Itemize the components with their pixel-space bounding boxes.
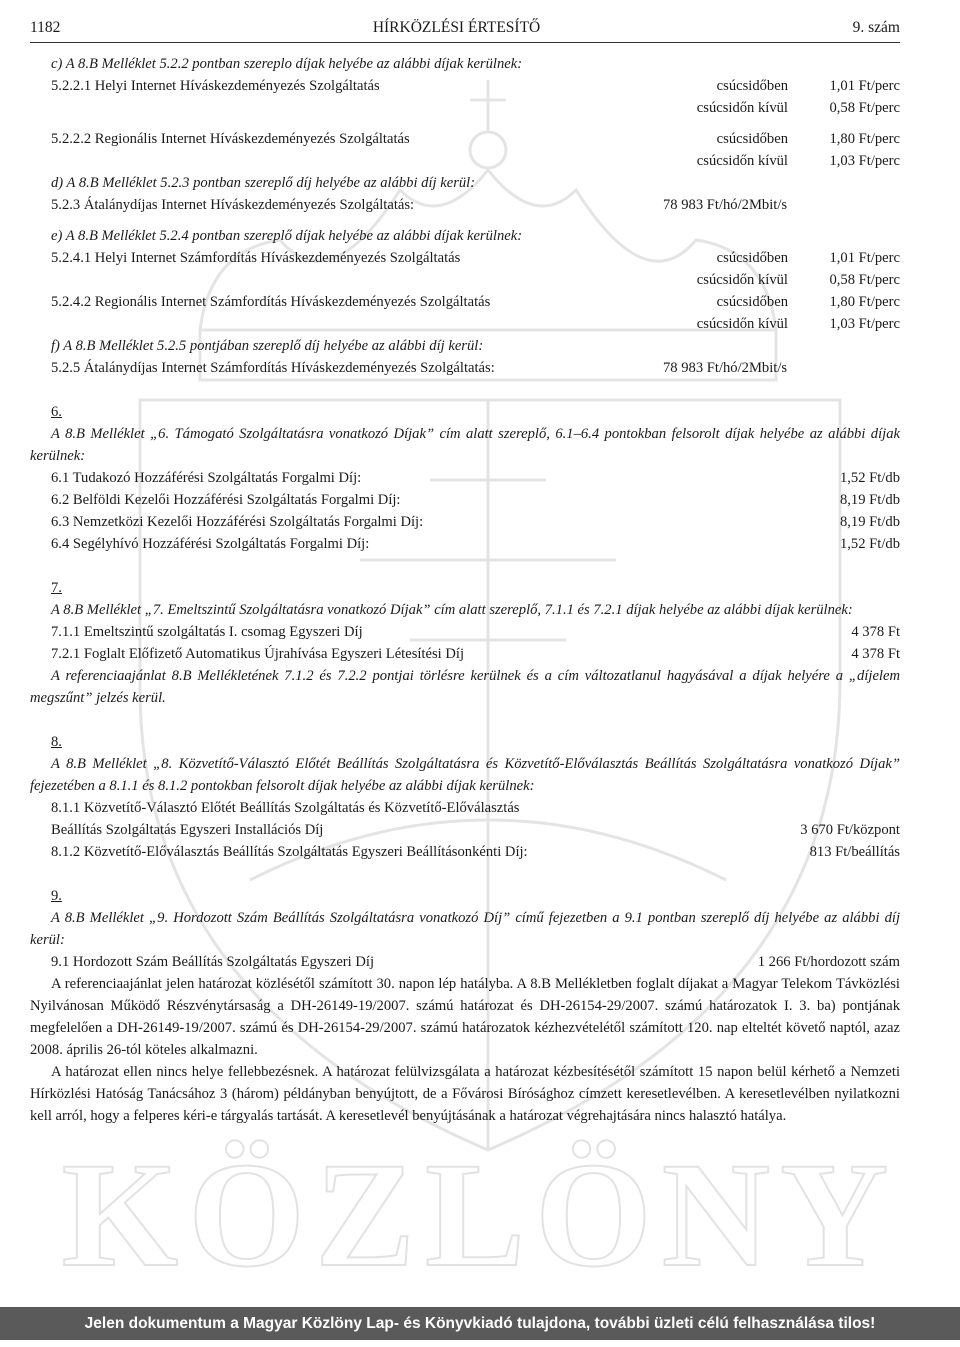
fee-row	[30, 194, 900, 216]
fee-row	[30, 75, 900, 97]
fee-description: 7.1.1 Emeltszintű szolgáltatás I. csomag Egyszeri Díj	[51, 624, 363, 640]
fee-value: 3 670 Ft/központ	[800, 822, 900, 838]
fee-value: 8,19 Ft/db	[839, 492, 900, 508]
fee-value: 1 266 Ft/hordozott szám	[757, 954, 900, 970]
section-7-number: 7.	[51, 580, 62, 596]
fee-description: Beállítás Szolgáltatás Egyszeri Installációs Díj	[51, 822, 324, 838]
fee-row	[30, 97, 900, 119]
section-f-heading: f) A 8.B Melléklet 5.2.5 pontjában szereplő díj helyébe az alábbi díj kerül:	[51, 338, 484, 354]
fee-value: 4 378 Ft	[851, 624, 900, 640]
fee-value: 1,52 Ft/db	[839, 536, 900, 552]
closing-paragraph: A referenciaajánlat jelen határozat közlésétől számított 30. napon lép hatályba. A 8.B Mellékletben foglalt díjakat a Magyar Telekom Távközlési Nyilvánosan Működő Részvénytársaság a DH-26149-19/2007. számú határozat és DH-26154-29/2007. számú határozatok I. 3. ba) pontjának megfelelően a DH-26149-19/2007. számú és DH-26154-29/2007. számú határozatok kézhezvételétől számított 120. nap elteltét követő naptól, azaz 2008. április 26-tól köteles alkalmazni.	[30, 976, 900, 1058]
section-6-intro: A 8.B Melléklet „6. Támogató Szolgáltatásra vonatkozó Díjak” cím alatt szereplő, 6.1–6.4 pontokban felsorolt díjak helyébe az alábbi díjak kerülnek:	[30, 426, 900, 464]
section-9-number: 9.	[51, 888, 62, 904]
fee-value: 1,80 Ft/perc	[829, 294, 900, 310]
fee-row	[30, 533, 900, 555]
section-7-intro: A 8.B Melléklet „7. Emeltszintű Szolgáltatásra vonatkozó Díjak” cím alatt szereplő, 7.1.1 és 7.2.1 díjak helyébe az alábbi díjak kerülnek:	[51, 602, 853, 618]
fee-row	[30, 128, 900, 150]
fee-row	[30, 489, 900, 511]
time-band-label: csúcsidőben	[716, 294, 788, 310]
running-header	[30, 16, 900, 43]
fee-row	[30, 247, 900, 269]
fee-description: 5.2.4.1 Helyi Internet Számfordítás Híváskezdeményezés Szolgáltatás	[51, 250, 461, 266]
page-number: 1182	[30, 19, 61, 36]
section-8-intro: A 8.B Melléklet „8. Közvetítő-Választó Előtét Beállítás Szolgáltatásra és Közvetítő-Előválasztás Beállítás Szolgáltatásra vonatkozó Díjak” fejezetében a 8.1.1 és 8.1.2 pontokban felsorolt díjak helyébe az alábbi díjak kerülnek:	[30, 756, 900, 794]
fee-value: 1,03 Ft/perc	[829, 316, 900, 332]
section-8-number: 8.	[51, 734, 62, 750]
fee-description: 8.1.2 Közvetítő-Előválasztás Beállítás Szolgáltatás Egyszeri Beállításonkénti Díj:	[51, 844, 528, 860]
fee-value: 1,01 Ft/perc	[829, 78, 900, 94]
fee-value: 1,01 Ft/perc	[829, 250, 900, 266]
section-6-number: 6.	[51, 404, 62, 420]
journal-title: HÍRKÖZLÉSI ÉRTESÍTŐ	[372, 19, 541, 36]
fee-description: 6.1 Tudakozó Hozzáférési Szolgáltatás Forgalmi Díj:	[51, 470, 362, 486]
fee-description: 5.2.2.2 Regionális Internet Híváskezdeményezés Szolgáltatás	[51, 131, 410, 147]
fee-row	[30, 819, 900, 841]
time-band-label: csúcsidőn kívül	[696, 153, 788, 169]
fee-description: 7.2.1 Foglalt Előfizető Automatikus Újrahívása Egyszeri Létesítési Díj	[51, 646, 464, 662]
time-band-label: csúcsidőn kívül	[696, 272, 788, 288]
time-band-label: csúcsidőn kívül	[696, 316, 788, 332]
fee-row	[30, 269, 900, 291]
fee-row	[30, 643, 900, 665]
time-band-label: csúcsidőn kívül	[696, 100, 788, 116]
section-9-intro: A 8.B Melléklet „9. Hordozott Szám Beállítás Szolgáltatásra vonatkozó Díj” című fejezetben a 9.1 pontban szereplő díj helyébe az alábbi díj kerül:	[30, 910, 900, 948]
fee-value: 78 983 Ft/hó/2Mbit/s	[663, 360, 788, 376]
fee-value: 0,58 Ft/perc	[829, 272, 900, 288]
time-band-label: csúcsidőben	[716, 78, 788, 94]
fee-row	[30, 357, 900, 379]
fee-row	[30, 313, 900, 335]
fee-value: 8,19 Ft/db	[839, 514, 900, 530]
fee-description: 5.2.2.1 Helyi Internet Híváskezdeményezés Szolgáltatás	[51, 78, 380, 94]
fee-description: 6.3 Nemzetközi Kezelői Hozzáférési Szolgáltatás Forgalmi Díj:	[51, 514, 424, 530]
watermark-word: KÖZLÖNY	[61, 1132, 899, 1298]
fee-row	[30, 291, 900, 313]
fee-description: 5.2.4.2 Regionális Internet Számfordítás Híváskezdeményezés Szolgáltatás	[51, 294, 491, 310]
fee-value: 813 Ft/beállítás	[809, 844, 900, 860]
section-d-heading: d) A 8.B Melléklet 5.2.3 pontban szereplő díj helyébe az alábbi díj kerül:	[51, 175, 476, 191]
fee-row	[30, 467, 900, 489]
fee-description: 5.2.3 Átalánydíjas Internet Híváskezdeményezés Szolgáltatás:	[51, 197, 415, 213]
closing-paragraph: A határozat ellen nincs helye fellebbezésnek. A határozat felülvizsgálata a határozat kézbesítésétől számított 15 napon belül kérhető a Nemzeti Hírközlési Hatóság Tanácsához 3 (három) példányban benyújtott, de a Fővárosi Bírósághoz címzett keresetlevélben. A keresetlevélben nyilatkozni kell arról, hogy a felperes kéri-e tárgyalás tartását. A keresetlevél benyújtásának a határozat végrehajtására nincs halasztó hatálya.	[30, 1064, 900, 1124]
fee-description: 9.1 Hordozott Szám Beállítás Szolgáltatás Egyszeri Díj	[51, 954, 375, 970]
issue-number: 9. szám	[852, 19, 900, 36]
fee-value: 1,03 Ft/perc	[829, 153, 900, 169]
fee-value: 1,52 Ft/db	[839, 470, 900, 486]
fee-description-line: 8.1.1 Közvetítő-Választó Előtét Beállítás Szolgáltatás és Közvetítő-Előválasztás	[51, 800, 520, 816]
fee-row	[30, 841, 900, 863]
fee-value: 0,58 Ft/perc	[829, 100, 900, 116]
fee-row	[30, 511, 900, 533]
fee-description: 6.4 Segélyhívó Hozzáférési Szolgáltatás Forgalmi Díj:	[51, 536, 370, 552]
copyright-footer: Jelen dokumentum a Magyar Közlöny Lap- és Könyvkiadó tulajdona, további üzleti célú felhasználása tilos!	[0, 1307, 960, 1340]
fee-value: 1,80 Ft/perc	[829, 131, 900, 147]
fee-description: 5.2.5 Átalánydíjas Internet Számfordítás Híváskezdeményezés Szolgáltatás:	[51, 360, 495, 376]
time-band-label: csúcsidőben	[716, 250, 788, 266]
fee-value: 4 378 Ft	[851, 646, 900, 662]
fee-description: 6.2 Belföldi Kezelői Hozzáférési Szolgáltatás Forgalmi Díj:	[51, 492, 401, 508]
fee-row	[30, 951, 900, 973]
fee-row	[30, 150, 900, 172]
fee-value: 78 983 Ft/hó/2Mbit/s	[663, 197, 788, 213]
section-7-note: A referenciaajánlat 8.B Mellékletének 7.1.2 és 7.2.2 pontjai törlésre kerülnek és a cím változatlanul hagyásával a díjak helyére a „díjelem megszűnt” jelzés kerül.	[30, 668, 900, 706]
section-c-heading: c) A 8.B Melléklet 5.2.2 pontban szereplo díjak helyébe az alábbi díjak kerülnek:	[51, 56, 523, 72]
section-e-heading: e) A 8.B Melléklet 5.2.4 pontban szereplő díjak helyébe az alábbi díjak kerülnek:	[51, 228, 523, 244]
fee-row	[30, 621, 900, 643]
time-band-label: csúcsidőben	[716, 131, 788, 147]
document-page	[30, 16, 900, 1127]
